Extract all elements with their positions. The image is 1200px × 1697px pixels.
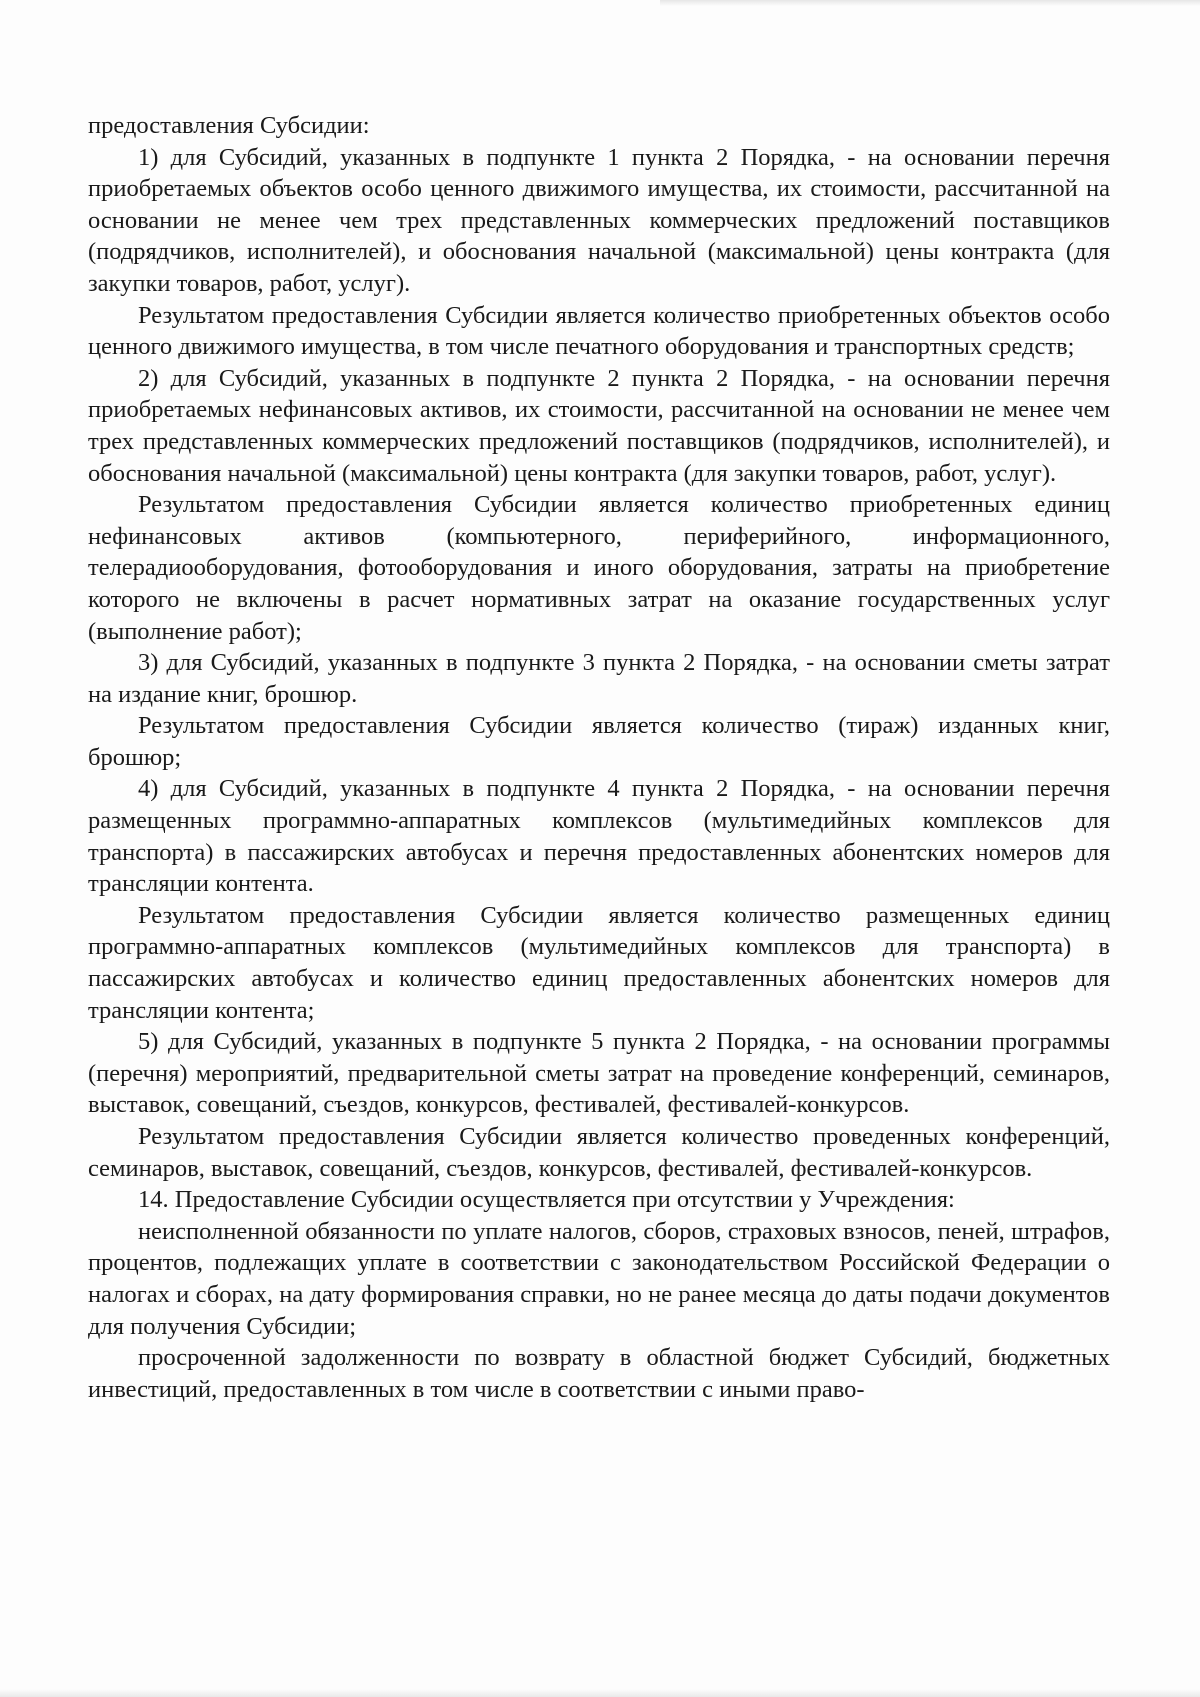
paragraph-result-5: Результатом предоставления Субсидии является количество проведенных конференций, семинаров, выставок, совещаний, съездов, конкурсов, фестивалей, фестивалей-конкурсов. <box>88 1123 1110 1182</box>
paragraph-condition-debt: просроченной задолженности по возврату в областной бюджет Субсидий, бюджетных инвестиций, предоставленных в том числе в соответствии с иными право- <box>88 1344 1110 1403</box>
paragraph-item-3: 3) для Субсидий, указанных в подпункте 3 пункта 2 Порядка, - на основании сметы затрат на издание книг, брошюр. <box>88 649 1110 708</box>
document-body <box>88 110 1110 1405</box>
paragraph-continuation: предоставления Субсидии: <box>88 112 370 139</box>
paragraph-result-2: Результатом предоставления Субсидии является количество приобретенных единиц нефинансовых активов (компьютерного, периферийного, информационного, телерадиооборудования, фотооборудования и иного оборудования, затраты на приобретение которого не включены в расчет нормативных затрат на оказание государственных услуг (выполнение работ); <box>88 491 1110 645</box>
paragraph-item-5: 5) для Субсидий, указанных в подпункте 5 пункта 2 Порядка, - на основании программы (перечня) мероприятий, предварительной сметы затрат на проведение конференций, семинаров, выставок, совещаний, съездов, конкурсов, фестивалей, фестивалей-конкурсов. <box>88 1028 1110 1119</box>
paragraph-condition-taxes: неисполненной обязанности по уплате налогов, сборов, страховых взносов, пеней, штрафов, процентов, подлежащих уплате в соответствии с законодательством Российской Федерации о налогах и сборах, на дату формирования справки, но не ранее месяца до даты подачи документов для получения Субсидии; <box>88 1217 1110 1340</box>
scan-top-edge <box>660 0 1200 6</box>
paragraph-item-2: 2) для Субсидий, указанных в подпункте 2 пункта 2 Порядка, - на основании перечня приобретаемых нефинансовых активов, их стоимости, рассчитанной на основании не менее чем трех представленных коммерческих предложений поставщиков (подрядчиков, исполнителей), и обоснования начальной (максимальной) цены контракта (для закупки товаров, работ, услуг). <box>88 364 1110 487</box>
paragraph-result-3: Результатом предоставления Субсидии является количество (тираж) изданных книг, брошюр; <box>88 712 1110 771</box>
paragraph-item-4: 4) для Субсидий, указанных в подпункте 4 пункта 2 Порядка, - на основании перечня размещенных программно-аппаратных комплексов (мультимедийных комплексов для транспорта) в пассажирских автобусах и перечня предоставленных абонентских номеров для трансляции контента. <box>88 775 1110 898</box>
paragraph-clause-14: 14. Предоставление Субсидии осуществляется при отсутствии у Учреждения: <box>138 1186 955 1214</box>
paragraph-result-1: Результатом предоставления Субсидии является количество приобретенных объектов особо ценного движимого имущества, в том числе печатного оборудования и транспортных средств; <box>88 301 1110 361</box>
paragraph-result-4: Результатом предоставления Субсидии является количество размещенных единиц программно-аппаратных комплексов (мультимедийных комплексов для транспорта) в пассажирских автобусах и количество единиц предоставленных абонентских номеров для трансляции контента; <box>88 901 1110 1024</box>
scan-bottom-edge <box>0 1689 1200 1697</box>
paragraph-item-1: 1) для Субсидий, указанных в подпункте 1 пункта 2 Порядка, - на основании перечня приобретаемых объектов особо ценного движимого имущества, их стоимости, рассчитанной на основании не менее чем трех представленных коммерческих предложений поставщиков (подрядчиков, исполнителей), и обоснования начальной (максимальной) цены контракта (для закупки товаров, работ, услуг). <box>88 143 1110 297</box>
